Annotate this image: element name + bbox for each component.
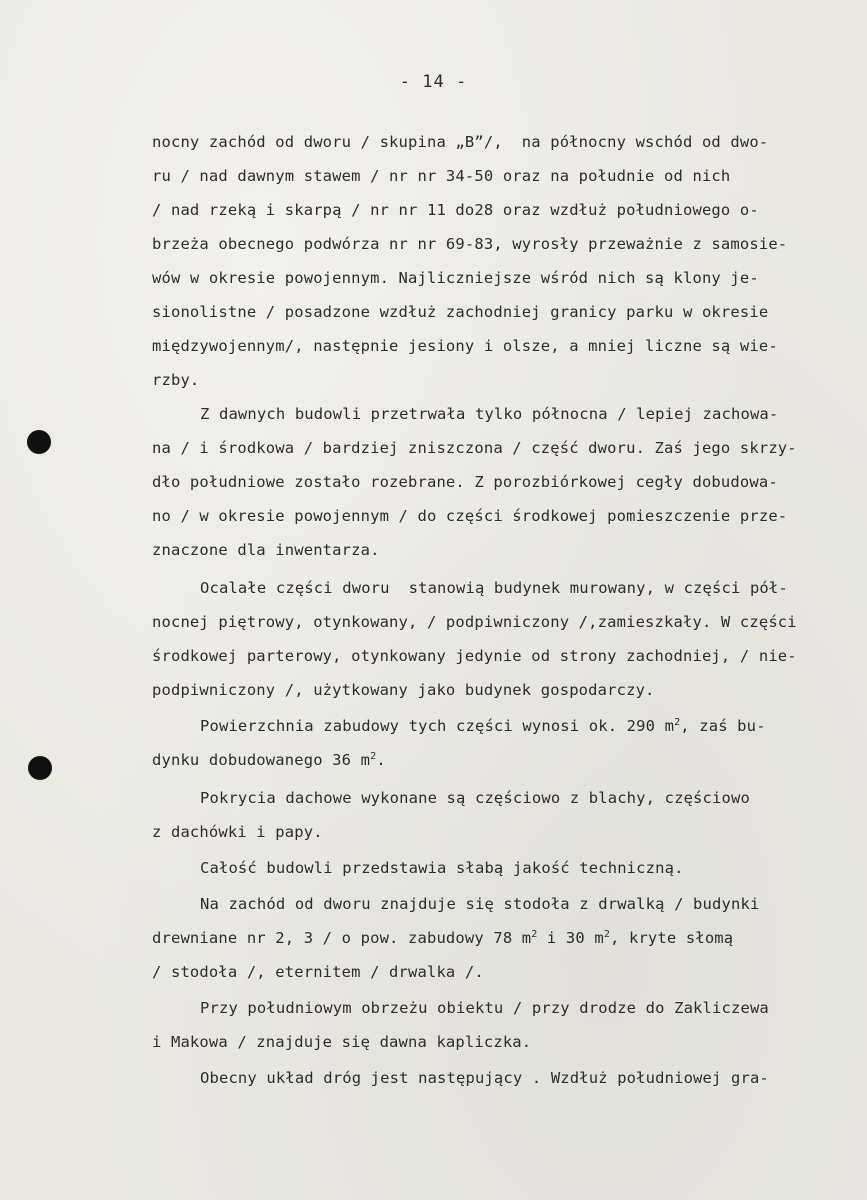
text-line: / nad rzeką i skarpą / nr nr 11 do28 oraz wzdłuż południowego o- [152,201,759,219]
text-line: dło południowe zostało rozebrane. Z porozbiórkowej cegły dobudowa- [152,473,778,491]
text-line: Na zachód od dworu znajduje się stodoła z drwalką / budynki [200,895,760,913]
text-line: dynku dobudowanego 36 $m^2$. [152,751,386,769]
text-line: Z dawnych budowli przetrwała tylko północna / lepiej zachowa- [200,405,779,423]
text-line: drewniane nr 2, 3 / o pow. zabudowy 78 $m^2$ i 30 $m^2$, kryte słomą [152,929,734,947]
punch-hole-bottom [28,756,52,780]
text-line: środkowej parterowy, otynkowany jedynie od strony zachodniej, / nie- [152,647,797,665]
text-line: brzeża obecnego podwórza nr nr 69-83, wyrosły przeważnie z samosie- [152,235,788,253]
text-line: międzywojennym/, następnie jesiony i olsze, a mniej liczne są wie- [152,337,778,355]
text-line: Ocalałe części dworu stanowią budynek murowany, w części pół- [200,579,788,597]
text-line: podpiwniczony /, użytkowany jako budynek gospodarczy. [152,681,655,699]
text-line: rzby. [152,371,200,389]
text-line: sionolistne / posadzone wzdłuż zachodniej granicy parku w okresie [152,303,769,321]
text-line: i Makowa / znajduje się dawna kapliczka. [152,1033,532,1051]
text-line: no / w okresie powojennym / do części środkowej pomieszczenie prze- [152,507,788,525]
text-line: znaczone dla inwentarza. [152,541,380,559]
text-line: Całość budowli przedstawia słabą jakość techniczną. [200,859,684,877]
text-line: / stodoła /, eternitem / drwalka /. [152,963,484,981]
text-line: z dachówki i papy. [152,823,323,841]
text-line: Pokrycia dachowe wykonane są częściowo z blachy, częściowo [200,789,750,807]
text-line: ru / nad dawnym stawem / nr nr 34-50 oraz na południe od nich [152,167,731,185]
text-line: Obecny układ dróg jest następujący . Wzdłuż południowej gra- [200,1069,769,1087]
text-line: wów w okresie powojennym. Najliczniejsze wśród nich są klony je- [152,269,759,287]
text-line: Przy południowym obrzeżu obiektu / przy drodze do Zakliczewa [200,999,769,1017]
punch-hole-top [27,430,51,454]
text-line: na / i środkowa / bardziej zniszczona / część dworu. Zaś jego skrzy- [152,439,797,457]
text-line: nocnej piętrowy, otynkowany, / podpiwniczony /,zamieszkały. W części [152,613,797,631]
text-line: Powierzchnia zabudowy tych części wynosi ok. 290 $m^2$, zaś bu- [200,717,766,735]
page-number: - 14 - [399,72,468,92]
text-line: nocny zachód od dworu / skupina „B”/, na północny wschód od dwo- [152,133,769,151]
